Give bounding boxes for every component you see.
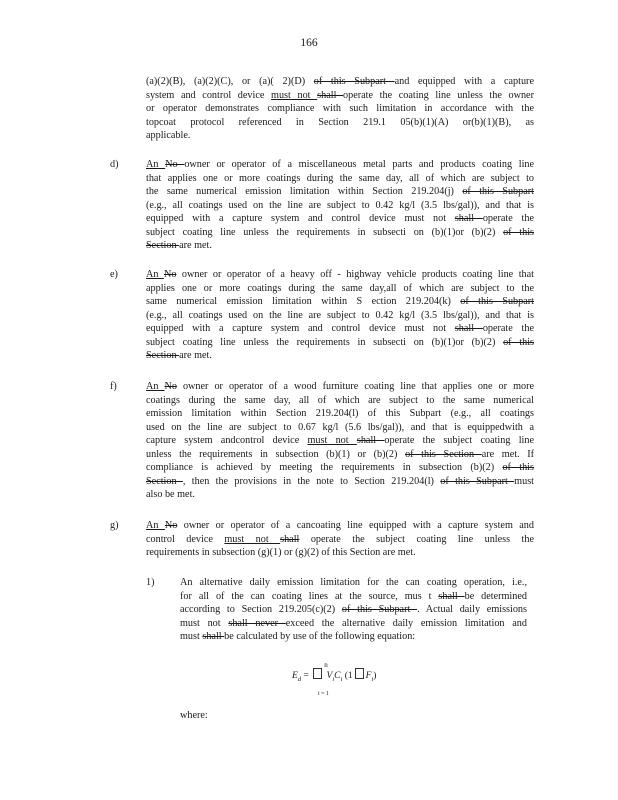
item-g-1-line-5: must shall be calculated by use of the following equation: [180,631,416,642]
intro-line-5: applicable. [146,130,191,141]
equation-paren-open: (1 [344,671,353,681]
equation-term-f: F [365,671,372,681]
section-g-line-1: An No owner or operator of a cancoating line equipped with a capture system and [146,520,534,531]
equation-term-c: C [334,671,341,681]
intro-paragraph [146,75,534,143]
equation-lhs-subscript: d [297,675,302,683]
intro-line-1: (a)(2)(B), (a)(2)(C), or (a)( 2)(D) of this Subpart and equipped with a capture [146,76,534,87]
section-label-d: d) [110,159,119,170]
section-f-line-8: Section , then the provisions in the note to Section 219.204(l) of this Subpart must [146,475,534,487]
equation-equals: = [303,671,309,681]
item-g-1-line-1: An alternative daily emission limitation for the can coating operation, i.e., [180,577,527,588]
section-d-line-4: (e.g., all coatings used on the line are subject to 0.42 kg/l (3.5 lbs/gal)), and that is [146,199,534,211]
section-f-line-2: coatings during the same day, all of which are subject to the same numerical [146,394,534,406]
item-g-1-paragraph [180,576,527,644]
item-g-1-line-4: must not shall never exceed the alternative daily emission limitation and [180,617,527,629]
section-f-paragraph [146,380,534,502]
section-g-line-2: control device must not shall operate the subject coating line unless the [146,533,534,545]
section-f-line-7: compliance is achieved by meeting the requirements in subsection (b)(2) of this [146,462,534,473]
section-d-line-3: the same numerical emission limitation within Section 219.204(j) of this Subpart [146,186,534,197]
equation-term-f-subscript: i [371,675,374,683]
equation-paren-close: ) [373,671,377,681]
equation-lhs: E [292,671,298,681]
equation-term-v-subscript: i [332,675,335,683]
section-f-line-3: emission limitation within Section 219.204(l) of this Subpart (e.g., all coatings [146,408,534,419]
section-d-line-1: An No owner or operator of a miscellaneous metal parts and products coating line [146,159,535,170]
section-e-line-2: applies one or more coatings during the same day,all of which are subject to the [146,282,534,294]
section-g-line-3: requirements in subsection (g)(1) or (g)(2) of this Section are met. [146,547,416,558]
section-label-e: e) [110,269,118,280]
minus-glyph-icon [355,668,364,679]
intro-line-4: topcoat protocol referenced in Section 219.1 05(b)(1)(A) or(b)(1)(B), as [146,116,534,128]
sum-lower-limit: i = 1 [318,691,330,697]
section-e-line-4: (e.g., all coatings used on the line are subject to 0.42 kg/l (3.5 lbs/gal)), and that is [146,309,534,321]
summation-icon [313,668,322,679]
section-f-line-5: capture system andcontrol device must not shall operate the subject coating line [146,435,534,446]
section-e-line-7: Section are met. [146,350,212,361]
section-e-line-1: An No owner or operator of a heavy off - highway vehicle products coating line that [146,269,534,280]
section-g-paragraph [146,519,534,560]
emission-equation [292,661,377,697]
section-e-line-6: subject coating line unless the requirements in subsecti on (b)(1)or (b)(2) of this [146,336,534,348]
item-g-1-line-3: according to Section 219.205(c)(2) of this Subpart . Actual daily emissions [180,604,527,615]
section-d-line-5: equipped with a capture system and control device must not shall operate the [146,213,534,224]
section-f-line-6: unless the requirements in subsection (b)(1) or (b)(2) of this Section are met. If [146,448,535,460]
section-d-paragraph [146,158,534,253]
item-g-1-line-2: for all of the can coating lines at the source, mus t shall be determined [180,590,527,602]
section-label-f: f) [110,381,117,392]
section-f-line-1: An No owner or operator of a wood furniture coating line that applies one or more [146,381,534,392]
where-label: where: [180,710,208,721]
section-e-line-5: equipped with a capture system and control device must not shall operate the [146,323,534,334]
section-d-line-7: Section are met. [146,240,212,251]
section-f-line-4: used on the line are subject to 0.67 kg/l (5.6 lbs/gal)), and that is equippedwith a [146,421,534,433]
equation-term-v: V [326,671,333,681]
equation-term-c-subscript: i [340,675,343,683]
section-d-line-2: that applies one or more coatings during the same day, all of which are subject to [146,172,534,184]
section-label-g: g) [110,520,119,531]
section-e-paragraph [146,268,534,363]
sum-upper-limit: n [324,661,328,669]
intro-line-2: system and control device must not shall operate the coating line unless the owner [146,89,534,101]
section-d-line-6: subject coating line unless the requirements in subsecti on (b)(1)or (b)(2) of this [146,226,534,238]
summation-limits [320,661,332,669]
item-label-g-1: 1) [146,577,155,588]
section-e-line-3: same numerical emission limitation within S ection 219.204(k) of this Subpart [146,296,534,307]
section-f-line-9: also be met. [146,489,195,500]
page-number: 166 [300,37,318,49]
intro-line-3: or operator demonstrates compliance with such limitation in accordance with the [146,103,534,114]
